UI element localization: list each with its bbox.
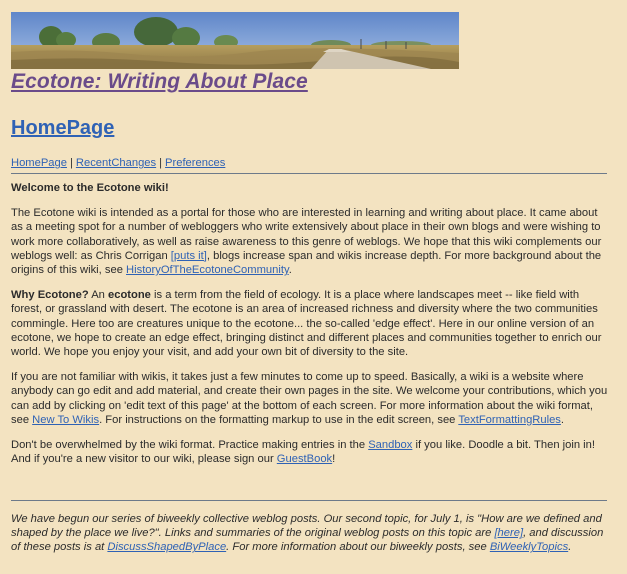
ecotone-term: ecotone xyxy=(108,289,151,302)
text-formatting-rules-link[interactable]: TextFormattingRules xyxy=(458,413,561,426)
page-title-link[interactable]: HomePage xyxy=(11,117,115,139)
biweekly-text: , and discussion of these posts is at xyxy=(11,527,604,554)
puts-it-link[interactable]: [puts it] xyxy=(170,249,207,262)
biweekly-text: We have begun our series of biweekly collective weblog posts. Our second topic, for July 1, is "How are we defined and shaped by the place we live?". Links and summaries of the original weblog posts on this topic are xyxy=(11,513,602,540)
welcome-heading: Welcome to the Ecotone wiki! xyxy=(11,182,169,194)
sandbox-paragraph xyxy=(11,438,611,466)
nav-link-recent-changes[interactable]: RecentChanges xyxy=(75,157,157,169)
wikis-text: If you are not familiar with wikis, it takes just a few minutes to come up to speed. Basically, a wiki is a website where anybody can go edit and add material, and create their own pages in the site. We welcome your contributions, which you can add by clicking on 'edit text of this page' at the bottom of each screen. For more information about the wiki format, see xyxy=(11,371,608,426)
sandbox-link[interactable]: Sandbox xyxy=(368,439,413,452)
why-text: An xyxy=(88,289,108,302)
biweekly-text: . For more information about our biweekly posts, see xyxy=(226,541,490,554)
biweekly-section xyxy=(11,512,611,555)
here-link[interactable]: [here] xyxy=(494,527,524,540)
nav-separator: | xyxy=(159,157,163,169)
intro-text: . xyxy=(288,264,292,277)
new-to-wikis-link[interactable]: New To Wikis xyxy=(32,413,100,426)
sandbox-text: Don't be overwhelmed by the wiki format. Practice making entries in the xyxy=(11,439,369,452)
wikis-text: . For instructions on the formatting markup to use in the edit screen, see xyxy=(99,413,459,426)
banner-image xyxy=(11,12,459,69)
main-content xyxy=(11,181,611,477)
divider-top xyxy=(11,173,607,174)
why-text: is a term from the field of ecology. It is a place where landscapes meet -- like field with forest, or grassland with desert. The ecotone is an area of increased richness and diversity where the two communities commingle. Here too are creatures unique to the ecotone... the so-called 'edge effect'. Here in our online version of an ecotone, we hope to create an edge effect, bringing distinct and different places and communities together to enrich our world. We hope you enjoy your visit, and add your own bit of diversity to the site. xyxy=(11,289,602,359)
discuss-shaped-by-place-link[interactable]: DiscussShapedByPlace xyxy=(107,541,227,554)
sandbox-text: if you like. Doodle a bit. Then join in! And if you're a new visitor to our wiki, please sign our xyxy=(11,439,595,466)
nav-bar xyxy=(11,156,225,170)
wikis-paragraph xyxy=(11,370,611,427)
biweekly-paragraph xyxy=(11,512,611,555)
site-title-link[interactable]: Ecotone: Writing About Place xyxy=(11,70,308,93)
divider-bottom xyxy=(11,500,607,501)
biweekly-text: . xyxy=(568,541,572,554)
landscape-photo xyxy=(11,12,459,69)
wikis-text: . xyxy=(560,413,565,426)
intro-text: , blogs increase span and wikis increase depth. For more background about the origins of this wiki, see xyxy=(11,249,602,277)
guestbook-link[interactable]: GuestBook xyxy=(276,453,333,466)
history-link[interactable]: HistoryOfTheEcotoneCommunity xyxy=(126,264,289,277)
why-paragraph xyxy=(11,288,611,359)
why-heading: Why Ecotone? xyxy=(11,289,89,302)
sandbox-text: ! xyxy=(332,453,336,466)
nav-link-homepage[interactable]: HomePage xyxy=(11,157,67,169)
biweekly-topics-link[interactable]: BiWeeklyTopics xyxy=(489,541,569,554)
intro-paragraph xyxy=(11,206,611,277)
intro-text: The Ecotone wiki is intended as a portal for those who are interested in learning and writing about place. It came about as a meeting spot for a number of webloggers who write extensively about place in their own blogs and were wishing to work more collaboratively, as well as raise awareness to this genre of weblogs. We hope that this wiki complements our weblogs well: as Chris Corrigan xyxy=(11,207,602,262)
nav-link-preferences[interactable]: Preferences xyxy=(165,157,226,169)
nav-separator: | xyxy=(69,157,73,169)
